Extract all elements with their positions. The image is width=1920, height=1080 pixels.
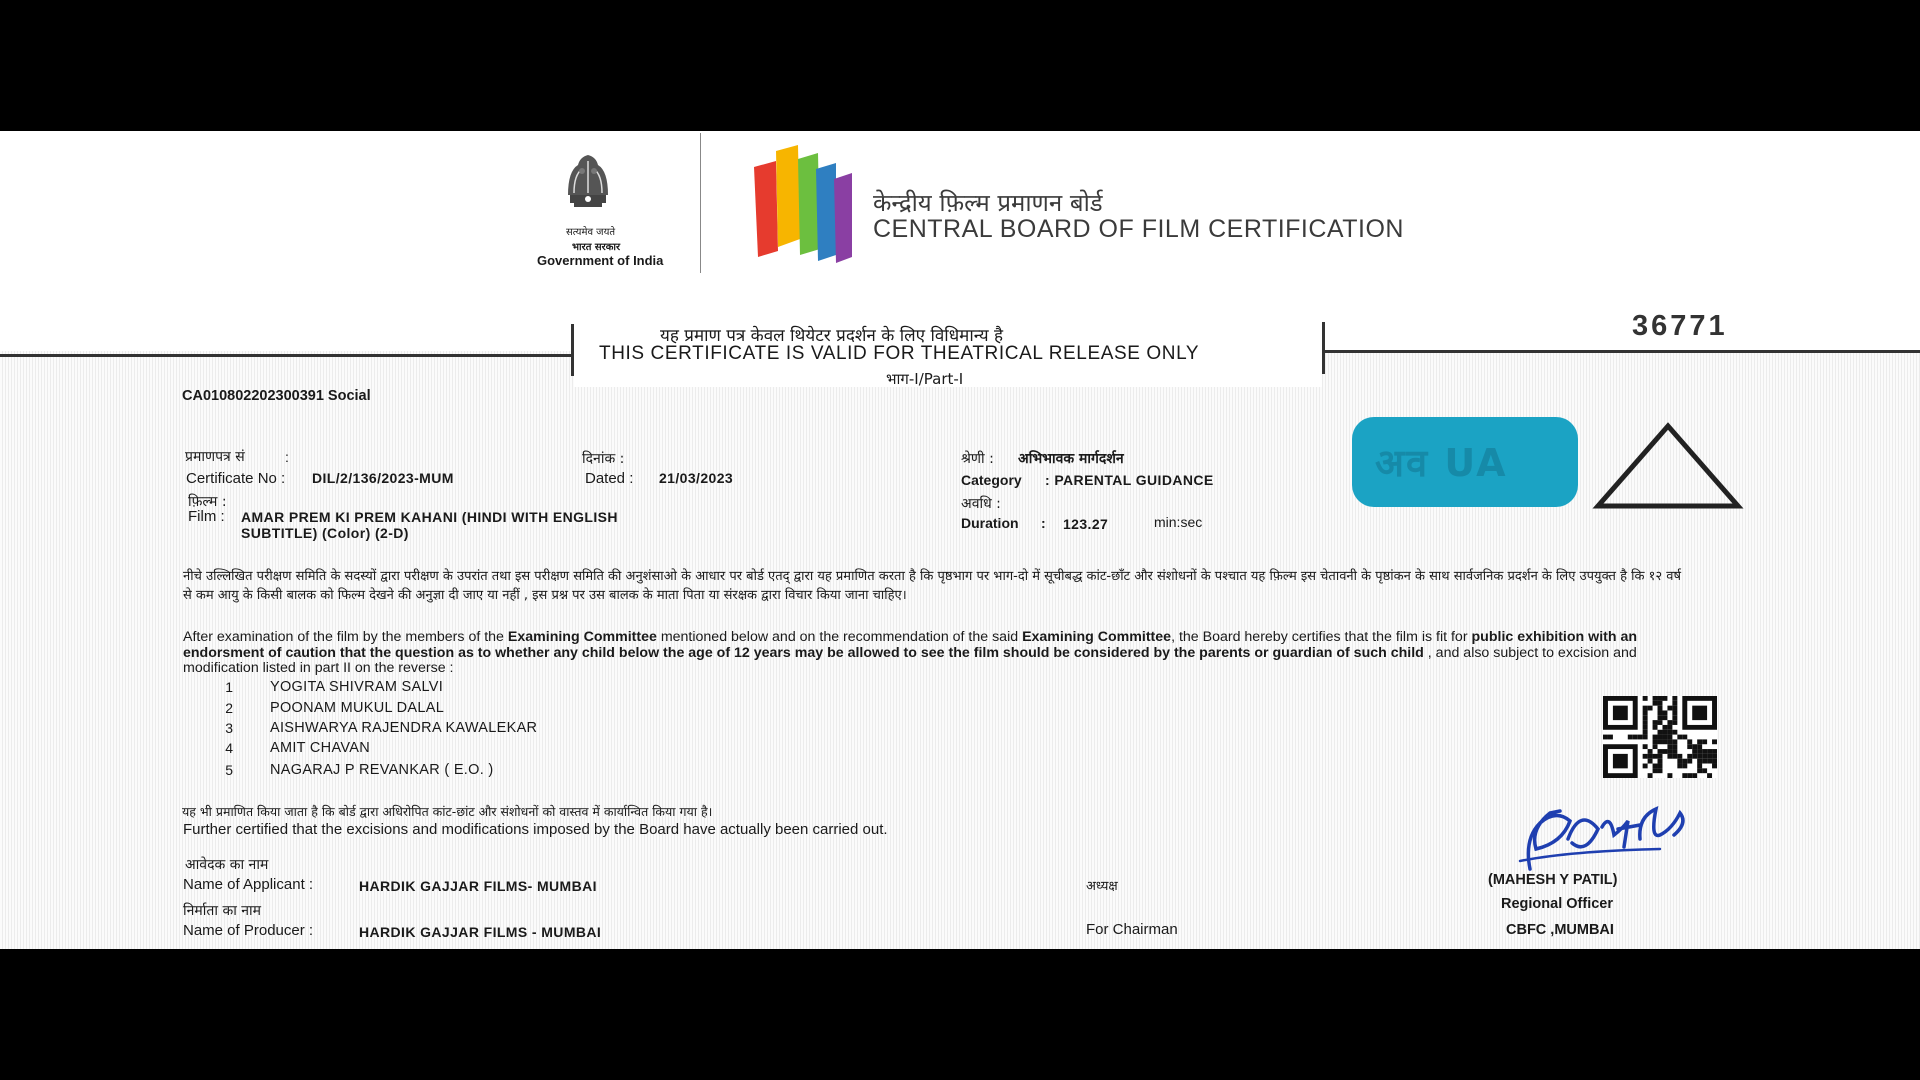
- validity-rule-right: [1323, 350, 1920, 353]
- duration-value: 123.27: [1063, 516, 1109, 532]
- emblem-motto: सत्यमेव जयते: [566, 227, 616, 238]
- certificate-no-label-hindi: प्रमाणपत्र सं: [185, 449, 245, 465]
- category-value-hindi: अभिभावक मार्गदर्शन: [1018, 451, 1124, 467]
- certificate-no-label-colon: :: [285, 449, 289, 465]
- duration-colon: :: [1041, 515, 1046, 531]
- committee-member-name: AMIT CHAVAN: [270, 740, 370, 756]
- category-value: : PARENTAL GUIDANCE: [1045, 472, 1214, 488]
- duration-label: Duration: [961, 515, 1019, 531]
- certification-text-part1: After examination of the film by the members of the: [183, 629, 508, 645]
- further-certified-hindi: यह भी प्रमाणित किया जाता है कि बोर्ड द्वारा अधिरोपित कांट-छांट और संशोधनों को वास्तव में कार्यान्वित किया गया है।: [182, 804, 713, 819]
- committee-member-name: POONAM MUKUL DALAL: [270, 700, 445, 716]
- category-label-hindi: श्रेणी :: [961, 451, 994, 467]
- government-label: Government of India: [537, 253, 664, 268]
- duration-unit: min:sec: [1154, 514, 1203, 530]
- ua-rating-text: अव UA: [1375, 441, 1508, 485]
- further-certified: Further certified that the excisions and modifications imposed by the Board have actually been carried out.: [183, 821, 888, 838]
- validity-rule-left: [0, 354, 572, 357]
- committee-member-name: AISHWARYA RAJENDRA KAWALEKAR: [270, 720, 538, 736]
- government-label-hindi: भारत सरकार: [572, 242, 621, 253]
- certificate-document: [0, 131, 1920, 949]
- certification-text-part4: , and also subject to excision and modification listed in part II on the reverse :: [183, 644, 1637, 676]
- certificate-no-label: Certificate No :: [186, 470, 286, 487]
- film-title-line2: SUBTITLE) (Color) (2-D): [241, 525, 409, 541]
- officer-name: (MAHESH Y PATIL): [1488, 872, 1618, 888]
- serial-number: 36771: [1632, 310, 1728, 342]
- date-value: 21/03/2023: [659, 470, 734, 486]
- producer-label-hindi: निर्माता का नाम: [183, 903, 262, 919]
- committee-member-number: 4: [225, 740, 233, 756]
- applicant-value: HARDIK GAJJAR FILMS- MUMBAI: [359, 878, 597, 894]
- applicant-label-hindi: आवेदक का नाम: [185, 857, 269, 873]
- certificate-no-value: DIL/2/136/2023-MUM: [312, 470, 454, 486]
- committee-member-name: NAGARAJ P REVANKAR ( E.O. ): [270, 762, 494, 778]
- header-divider: [700, 133, 701, 273]
- duration-label-hindi: अवधि :: [961, 496, 1001, 512]
- cbfc-logo-icon: [748, 139, 858, 265]
- film-label: Film :: [188, 508, 225, 525]
- category-label: Category: [961, 472, 1022, 488]
- committee-member-number: 2: [225, 700, 233, 716]
- officer-title: Regional Officer: [1501, 896, 1613, 912]
- producer-value: HARDIK GAJJAR FILMS - MUMBAI: [359, 924, 602, 940]
- certification-text-bold1: Examining Committee: [507, 629, 657, 645]
- part-label: भाग-I/Part-I: [886, 370, 964, 388]
- date-label: Dated :: [585, 470, 634, 487]
- validity-bracket-right: [1322, 322, 1325, 374]
- reference-number: CA010802202300391 Social: [182, 388, 371, 404]
- committee-member-number: 3: [225, 720, 233, 736]
- certification-text-bold3: public exhibition with an endorsment of caution that the question as to whether any child below the age of 12 years may be allowed to see the film should be considered by the parents or guardian of such child: [183, 629, 1638, 661]
- officer-office: CBFC ,MUMBAI: [1506, 922, 1614, 938]
- warning-triangle-icon: [1592, 422, 1744, 510]
- certification-text-bold2: Examining Committee: [1022, 629, 1172, 645]
- officer-signature-icon: [1510, 799, 1700, 881]
- applicant-label: Name of Applicant :: [183, 876, 314, 893]
- committee-member-number: 5: [225, 762, 233, 778]
- producer-label: Name of Producer :: [183, 922, 314, 939]
- chairman-label-hindi: अध्यक्ष: [1086, 879, 1118, 894]
- certification-text-part3: , the Board hereby certifies that the film is fit for: [1171, 629, 1472, 645]
- chairman-label: For Chairman: [1086, 921, 1178, 938]
- validity-text: THIS CERTIFICATE IS VALID FOR THEATRICAL RELEASE ONLY: [599, 343, 1200, 364]
- committee-member-name: YOGITA SHIVRAM SALVI: [270, 679, 444, 695]
- film-title-line1: AMAR PREM KI PREM KAHANI (HINDI WITH ENGLISH: [241, 509, 618, 525]
- board-name: CENTRAL BOARD OF FILM CERTIFICATION: [873, 215, 1404, 243]
- qr-code-icon: [1603, 696, 1717, 778]
- certification-text-part2: mentioned below and on the recommendation of the said: [656, 629, 1023, 645]
- board-name-hindi: केन्द्रीय फ़िल्म प्रमाणन बोर्ड: [873, 189, 1103, 217]
- national-emblem-icon: [560, 149, 616, 219]
- certification-text: [183, 630, 1693, 677]
- date-label-hindi: दिनांक :: [582, 451, 625, 467]
- certification-text-hindi: नीचे उल्लिखित परीक्षण समिति के सदस्यों द्वारा परीक्षण के उपरांत तथा इस परीक्षण समिति की अनुशंसाओ के आधार पर बोर्ड एतद् द्वारा यह प्रमाणित करता है कि पृष्ठभाग पर भाग-दो में सूचीबद्ध कांट-छाँट और संशोधनों के पश्चात यह फ़िल्म इस चेतावनी के पृष्ठांकन के साथ सार्वजनिक प्रदर्शन के लिए उपयुक्त है कि १२ वर्ष से कम आयु के किसी बालक को फिल्म देखने की अनुज्ञा दी जाए या नहीं , इस प्रश्न पर उस बालक के माता पिता या संरक्षक द्वारा विचार किया जाना चाहिए।: [183, 569, 1682, 603]
- film-label-hindi: फ़िल्म :: [188, 494, 227, 510]
- validity-text-hindi: यह प्रमाण पत्र केवल थियेटर प्रदर्शन के लिए विधिमान्य है: [660, 326, 1004, 346]
- committee-member-number: 1: [225, 679, 233, 695]
